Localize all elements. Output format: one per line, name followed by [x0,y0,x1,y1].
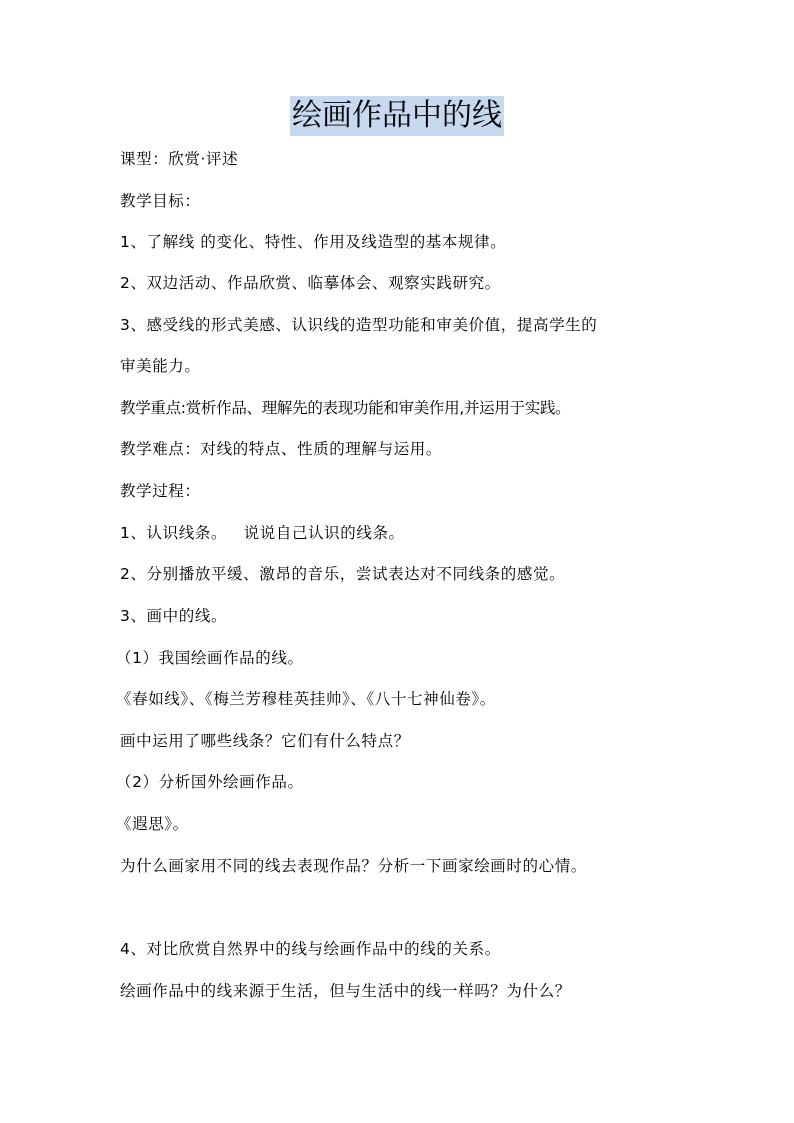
process-heading: 教学过程： [120,482,201,500]
step-3-sub-2: （2）分析国外绘画作品。 [116,773,304,791]
lesson-type: 课型：欣赏·评述 [120,150,239,168]
question-1: 画中运用了哪些线条？它们有什么特点？ [120,732,410,750]
objective-3: 3、感受线的形式美感、认识线的造型功能和审美价值，提高学生的 [120,316,598,334]
document-title: 绘画作品中的线 [290,96,504,136]
question-2: 为什么画家用不同的线去表现作品？分析一下画家绘画时的心情。 [120,857,587,875]
objectives-heading: 教学目标： [120,192,201,210]
step-2: 2、分别播放平缓、激昂的音乐，尝试表达对不同线条的感觉。 [120,565,566,583]
objective-2: 2、双边活动、作品欣赏、临摹体会、观察实践研究。 [120,274,501,292]
step-3: 3、画中的线。 [120,607,228,625]
objective-3-cont: 审美能力。 [120,357,201,375]
difficult-point: 教学难点：对线的特点、性质的理解与运用。 [120,440,443,458]
foreign-work: 《遐思》。 [116,815,189,833]
step-3-sub-1: （1）我国绘画作品的线。 [116,649,304,667]
objective-1: 1、了解线 的变化、特性、作用及线造型的基本规律。 [120,233,507,251]
key-point: 教学重点:赏析作品、理解先的表现功能和审美作用,并运用于实践。 [120,399,571,417]
step-1: 1、认识线条。 说说自己认识的线条。 [120,524,405,542]
step-4: 4、对比欣赏自然界中的线与绘画作品中的线的关系。 [120,940,501,958]
question-3: 绘画作品中的线来源于生活，但与生活中的线一样吗？为什么？ [120,982,571,1000]
title-wrap [0,96,794,136]
chinese-works: 《春如线》、《梅兰芳穆桂英挂帅》、《八十七神仙卷》。 [116,690,496,708]
